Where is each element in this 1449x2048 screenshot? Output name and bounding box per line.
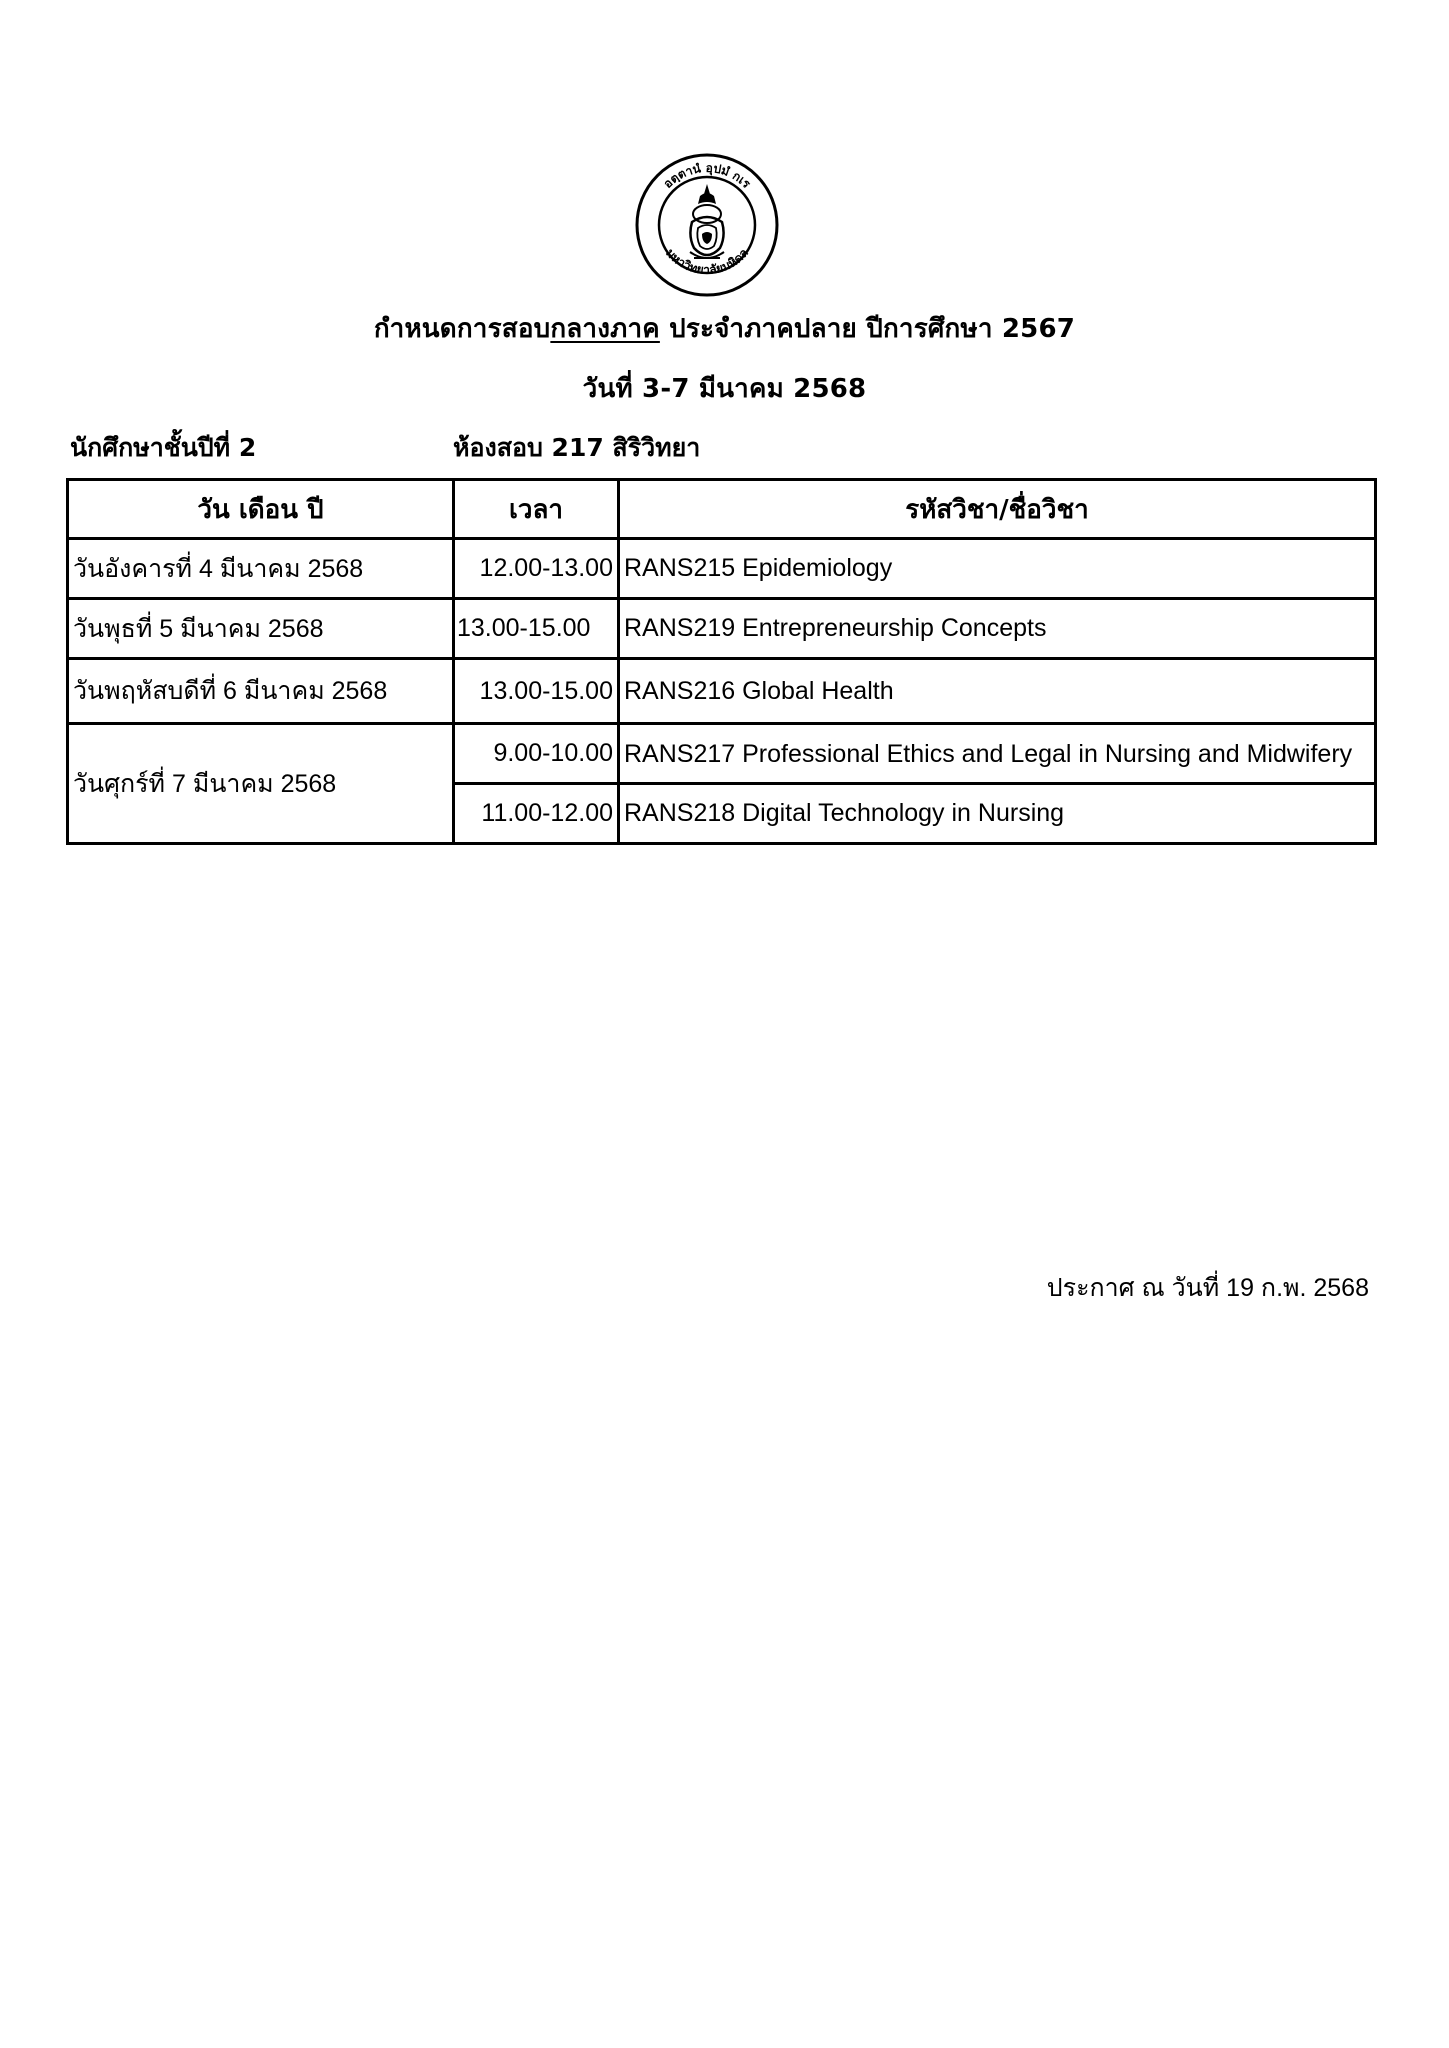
- document-title: [0, 308, 1449, 349]
- exam-date-range: วันที่ 3-7 มีนาคม 2568: [582, 374, 867, 404]
- exam-room-label: ห้องสอบ 217 สิริวิทยา: [453, 433, 701, 462]
- row-subject: RANS217 Professional Ethics and Legal in Nursing and Midwifery: [619, 724, 1376, 784]
- row-date: วันพุธที่ 5 มีนาคม 2568: [68, 599, 454, 659]
- table-header-row: [68, 480, 1376, 539]
- row-subject: RANS215 Epidemiology: [619, 539, 1376, 599]
- table-row: [68, 539, 1376, 599]
- student-year-label: นักศึกษาชั้นปีที่ 2: [70, 433, 257, 462]
- row-time: 9.00-10.00: [454, 724, 619, 784]
- header-date: วัน เดือน ปี: [68, 480, 454, 539]
- header-time: เวลา: [454, 480, 619, 539]
- exam-schedule-table: [66, 478, 1377, 845]
- title-suffix: ประจำภาคปลาย ปีการศึกษา 2567: [659, 314, 1076, 344]
- title-underlined-term: กลางภาค: [550, 314, 660, 344]
- row-subject: RANS218 Digital Technology in Nursing: [619, 784, 1376, 844]
- table-row: [68, 599, 1376, 659]
- row-subject: RANS216 Global Health: [619, 659, 1376, 724]
- row-date: วันพฤหัสบดีที่ 6 มีนาคม 2568: [68, 659, 454, 724]
- header-subject: รหัสวิชา/ชื่อวิชา: [619, 480, 1376, 539]
- title-prefix: กำหนดการสอบ: [373, 314, 551, 344]
- row-time: 11.00-12.00: [454, 784, 619, 844]
- university-seal-logo: [634, 152, 780, 298]
- row-time: 13.00-15.00: [454, 659, 619, 724]
- svg-text:มหาวิทยาลัยมหิดล: มหาวิทยาลัยมหิดล: [662, 245, 752, 277]
- row-time: 13.00-15.00: [454, 599, 619, 659]
- table-row: [68, 724, 1376, 784]
- row-subject: RANS219 Entrepreneurship Concepts: [619, 599, 1376, 659]
- table-row: [68, 659, 1376, 724]
- row-time: 12.00-13.00: [454, 539, 619, 599]
- row-date: วันอังคารที่ 4 มีนาคม 2568: [68, 539, 454, 599]
- announcement-date: ประกาศ ณ วันที่ 19 ก.พ. 2568: [1046, 1274, 1369, 1302]
- row-date: วันศุกร์ที่ 7 มีนาคม 2568: [68, 724, 454, 844]
- svg-text:อตฺตานํ อุปมํ กเร: อตฺตานํ อุปมํ กเร: [660, 160, 754, 191]
